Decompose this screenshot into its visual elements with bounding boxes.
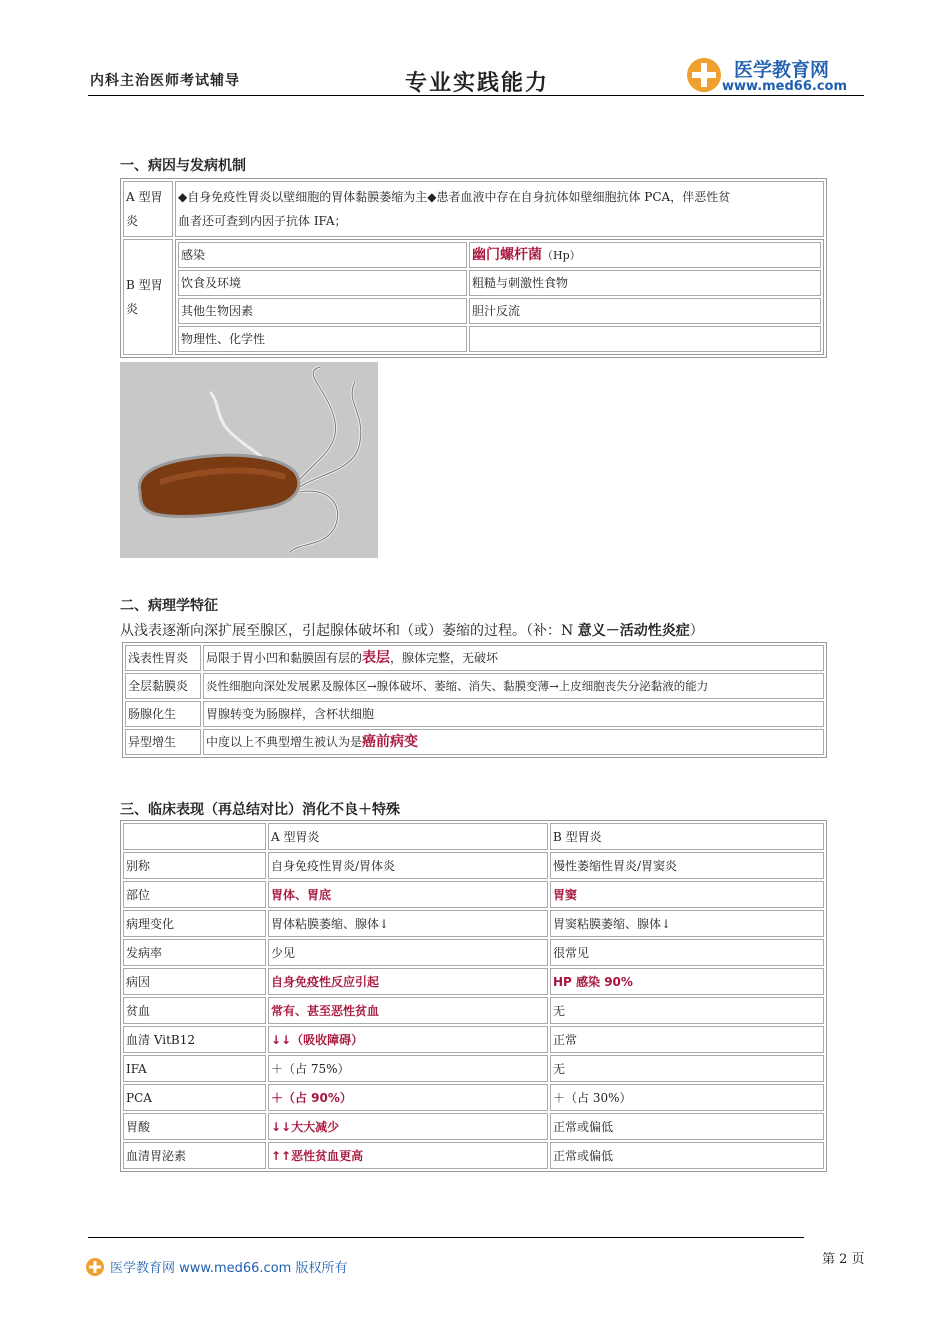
logo-url: www.med66.com (722, 79, 848, 94)
clinical-type-b: 正常或偏低 (550, 1142, 824, 1169)
helicobacter-pylori-micrograph (120, 362, 378, 558)
page-number: 第 2 页 (822, 1252, 865, 1267)
clinical-item: 血清 VitB12 (123, 1026, 266, 1053)
typeA-label: A 型胃炎 (123, 181, 173, 237)
clinical-item: 贫血 (123, 997, 266, 1024)
footer-logo-icon (85, 1257, 105, 1277)
typeB-subtable-cell (175, 239, 824, 355)
clinical-type-a: 常有、甚至恶性贫血 (268, 997, 548, 1024)
header-divider (88, 95, 864, 96)
clinical-item: 发病率 (123, 939, 266, 966)
section1-heading: 一、病因与发病机制 (120, 158, 246, 174)
typeA-description: ◆自身免疫性胃炎以壁细胞的胃体黏膜萎缩为主◆患者血液中存在自身抗体如壁细胞抗体 PCA，伴恶性贫 血者还可查到内因子抗体 IFA； (175, 181, 824, 237)
clinical-row (123, 881, 824, 908)
typeB-cause: 饮食及环境 (178, 270, 467, 296)
typeB-detail: 胆汁反流 (469, 298, 821, 324)
clinical-type-b: 无 (550, 997, 824, 1024)
pathology-desc: 中度以上不典型增生被认为是癌前病变 (203, 729, 824, 755)
logo-name: 医学教育网 (734, 59, 830, 81)
clinical-type-b: 胃窦 (550, 881, 824, 908)
typeB-row (178, 326, 821, 352)
clinical-type-a: 胃体粘膜萎缩、腺体↓ (268, 910, 548, 937)
clinical-item: 别称 (123, 852, 266, 879)
clinical-header-a: A 型胃炎 (268, 823, 548, 850)
clinical-type-b: 慢性萎缩性胃炎/胃窦炎 (550, 852, 824, 879)
header-left-title: 内科主治医师考试辅导 (90, 73, 240, 89)
pathology-name: 异型增生 (125, 729, 201, 755)
typeB-row (178, 298, 821, 324)
typeB-row (178, 242, 821, 268)
clinical-header-row (123, 823, 824, 850)
clinical-type-a: ＋（占 90%） (268, 1084, 548, 1111)
clinical-header-b: B 型胃炎 (550, 823, 824, 850)
clinical-row (123, 968, 824, 995)
typeB-subtable (175, 239, 824, 355)
pathology-row (125, 673, 824, 699)
clinical-row (123, 910, 824, 937)
clinical-item: 病理变化 (123, 910, 266, 937)
typeB-detail: 粗糙与刺激性食物 (469, 270, 821, 296)
typeB-detail: 幽门螺杆菌（Hp） (469, 242, 821, 268)
clinical-type-a: ↑↑恶性贫血更高 (268, 1142, 548, 1169)
pathology-desc: 局限于胃小凹和黏膜固有层的表层，腺体完整，无破坏 (203, 645, 824, 671)
clinical-row (123, 1142, 824, 1169)
clinical-row (123, 852, 824, 879)
footer-divider (88, 1237, 804, 1238)
section2-intro: 从浅表逐渐向深扩展至腺区，引起腺体破坏和（或）萎缩的过程。（补：N 意义－活动性炎症） (120, 623, 704, 639)
clinical-type-b: HP 感染 90% (550, 968, 824, 995)
pathology-name: 全层黏膜炎 (125, 673, 201, 699)
clinical-comparison-table (120, 820, 827, 1172)
clinical-item: 病因 (123, 968, 266, 995)
clinical-type-a: ＋（占 75%） (268, 1055, 548, 1082)
section3-heading: 三、临床表现（再总结对比）消化不良＋特殊 (120, 802, 400, 818)
clinical-type-a: 自身免疫性反应引起 (268, 968, 548, 995)
typeB-cause: 感染 (178, 242, 467, 268)
section2-heading: 二、病理学特征 (120, 598, 218, 614)
clinical-row (123, 1026, 824, 1053)
clinical-type-a: ↓↓大大减少 (268, 1113, 548, 1140)
clinical-type-b: 正常或偏低 (550, 1113, 824, 1140)
typeB-detail (469, 326, 821, 352)
clinical-type-a: 少见 (268, 939, 548, 966)
pathology-desc: 胃腺转变为肠腺样，含杯状细胞 (203, 701, 824, 727)
clinical-item: PCA (123, 1084, 266, 1111)
clinical-header-empty (123, 823, 266, 850)
clinical-item: 血清胃泌素 (123, 1142, 266, 1169)
pathology-name: 肠腺化生 (125, 701, 201, 727)
clinical-item: 胃酸 (123, 1113, 266, 1140)
clinical-type-b: ＋（占 30%） (550, 1084, 824, 1111)
typeB-cause: 其他生物因素 (178, 298, 467, 324)
pathology-table (122, 642, 827, 758)
clinical-type-a: 自身免疫性胃炎/胃体炎 (268, 852, 548, 879)
typeB-label: B 型胃炎 (123, 239, 173, 355)
footer-copyright: 医学教育网 www.med66.com 版权所有 (110, 1261, 348, 1276)
clinical-row (123, 997, 824, 1024)
pathology-desc: 炎性细胞向深处发展累及腺体区→腺体破坏、萎缩、消失、黏膜变薄→上皮细胞丧失分泌黏液的能力 (203, 673, 824, 699)
clinical-row (123, 1055, 824, 1082)
clinical-type-a: ↓↓（吸收障碍） (268, 1026, 548, 1053)
pathology-row (125, 645, 824, 671)
clinical-item: IFA (123, 1055, 266, 1082)
clinical-row (123, 1113, 824, 1140)
clinical-type-b: 无 (550, 1055, 824, 1082)
clinical-type-b: 正常 (550, 1026, 824, 1053)
clinical-type-b: 胃窦粘膜萎缩、腺体↓ (550, 910, 824, 937)
pathology-name: 浅表性胃炎 (125, 645, 201, 671)
clinical-type-a: 胃体、胃底 (268, 881, 548, 908)
clinical-row (123, 1084, 824, 1111)
clinical-row (123, 939, 824, 966)
header-center-title: 专业实践能力 (405, 71, 550, 96)
pathology-row (125, 729, 824, 755)
pathology-row (125, 701, 824, 727)
clinical-type-b: 很常见 (550, 939, 824, 966)
typeB-row (178, 270, 821, 296)
etiology-table (120, 178, 827, 358)
typeB-cause: 物理性、化学性 (178, 326, 467, 352)
clinical-item: 部位 (123, 881, 266, 908)
